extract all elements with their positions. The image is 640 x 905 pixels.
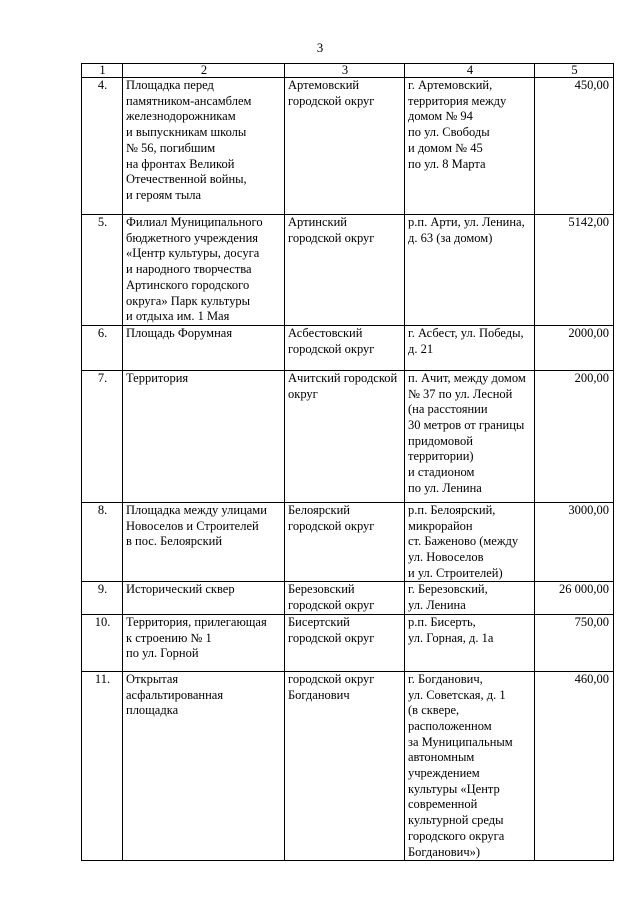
district: Белоярский городской округ [285,502,405,582]
row-number: 10. [82,614,123,671]
area: 460,00 [535,671,614,860]
table-row [82,370,614,502]
site-name: Исторический сквер [123,582,285,614]
district: Бисертский городской округ [285,614,405,671]
address: п. Ачит, между домом № 37 по ул. Лесной (на расстоянии 30 метров от границы придомовой территории) и стадионом по ул. Ленина [405,370,535,502]
district: Артемовский городской округ [285,78,405,215]
area: 26 000,00 [535,582,614,614]
column-header: 5 [535,64,614,78]
column-header: 1 [82,64,123,78]
site-name: Площадка перед памятником-ансамблем железнодорожникам и выпускникам школы № 56, погибшим на фронтах Великой Отечественной войны, и героям тыла [123,78,285,215]
district: Асбестовский городской округ [285,325,405,370]
page-number: 3 [316,40,324,55]
row-number: 5. [82,215,123,326]
address: г. Богданович, ул. Советская, д. 1 (в сквере, расположенном за Муниципальным автономным учреждением культуры «Центр современной культурной среды городского округа Богданович») [405,671,535,860]
address: г. Березовский, ул. Ленина [405,582,535,614]
table-row [82,78,614,215]
column-header: 3 [285,64,405,78]
row-number: 9. [82,582,123,614]
table-row [82,502,614,582]
district: Березовский городской округ [285,582,405,614]
row-number: 4. [82,78,123,215]
address: р.п. Бисерть, ул. Горная, д. 1а [405,614,535,671]
district: Ачитский городской округ [285,370,405,502]
district: городской округ Богданович [285,671,405,860]
area: 200,00 [535,370,614,502]
area: 5142,00 [535,215,614,326]
area: 3000,00 [535,502,614,582]
site-name: Территория [123,370,285,502]
address: р.п. Белоярский, микрорайон ст. Баженово (между ул. Новоселов и ул. Строителей) [405,502,535,582]
district: Артинский городской округ [285,215,405,326]
site-name: Территория, прилегающая к строению № 1 по ул. Горной [123,614,285,671]
table-row [82,215,614,326]
area: 450,00 [535,78,614,215]
row-number: 8. [82,502,123,582]
address: г. Асбест, ул. Победы, д. 21 [405,325,535,370]
address: г. Артемовский, территория между домом № 94 по ул. Свободы и домом № 45 по ул. 8 Марта [405,78,535,215]
column-header: 4 [405,64,535,78]
table-row [82,325,614,370]
area: 2000,00 [535,325,614,370]
site-name: Площадь Форумная [123,325,285,370]
sites-table [81,63,614,861]
table-header-row [82,64,614,78]
address: р.п. Арти, ул. Ленина, д. 63 (за домом) [405,215,535,326]
table-row [82,582,614,614]
row-number: 6. [82,325,123,370]
site-name: Площадка между улицами Новоселов и Строителей в пос. Белоярский [123,502,285,582]
column-header: 2 [123,64,285,78]
table-row [82,614,614,671]
site-name: Открытая асфальтированная площадка [123,671,285,860]
site-name: Филиал Муниципального бюджетного учреждения «Центр культуры, досуга и народного творчества Артинского городского округа» Парк культуры и отдыха им. 1 Мая [123,215,285,326]
table-row [82,671,614,860]
area: 750,00 [535,614,614,671]
row-number: 11. [82,671,123,860]
row-number: 7. [82,370,123,502]
